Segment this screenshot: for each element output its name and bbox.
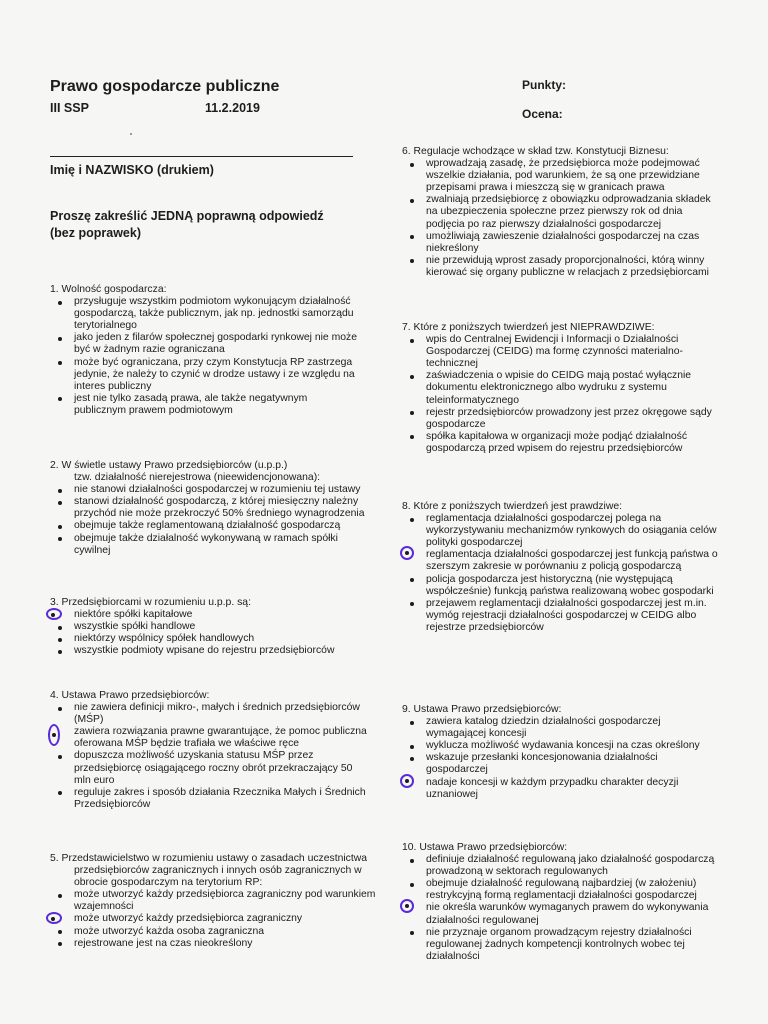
answer-option[interactable]: definiuje działalność regulowaną jako działalność gospodarczą prowadzoną w sektorach regulowanych [402, 854, 720, 878]
answer-text: nadaje koncesji w każdym przypadku charakter decyzji uznaniowej [426, 776, 679, 800]
instruction-line-2: (bez poprawek) [50, 226, 141, 240]
answer-option-selected[interactable] [402, 549, 720, 573]
answer-option[interactable]: obejmuje także działalność wykonywaną w ramach spółki cywilnej [50, 533, 368, 557]
question-2 [50, 460, 368, 557]
circled-answer-mark [48, 724, 60, 746]
answer-option[interactable]: wskazuje przesłanki koncesjonowania działalności gospodarczej [402, 752, 720, 776]
answer-option[interactable]: policja gospodarcza jest historyczną (nie występującą współcześnie) funkcją państwa realizowaną wobec gospodarki [402, 574, 720, 598]
answer-option[interactable]: wyklucza możliwość wydawania koncesji na czas określony [402, 740, 720, 752]
exam-date: 11.2.2019 [205, 101, 260, 115]
question-7 [402, 322, 720, 455]
answer-option[interactable]: nie zawiera definicji mikro-, małych i średnich przedsiębiorców (MŚP) [50, 702, 368, 726]
answer-text: może utworzyć każdy przedsiębiorca zagraniczny [74, 913, 303, 925]
answer-option[interactable]: stanowi działalność gospodarczą, z której miesięczny należny przychód nie może przekroczyć 50% średniego wynagrodzenia [50, 496, 368, 520]
answer-option[interactable]: przysługuje wszystkim podmiotom wykonującym działalność gospodarczą, także publicznym, jak np. jednostki samorządu terytorialnego [50, 296, 362, 332]
answer-option[interactable]: niektórzy wspólnicy spółek handlowych [50, 633, 368, 645]
answer-option-selected[interactable] [402, 902, 720, 926]
answer-option[interactable]: przejawem reglamentacji działalności gospodarczej jest m.in. wymóg rejestracji działalności gospodarczej w CEIDG albo rejestrze przedsiębiorców [402, 598, 720, 634]
question-title: 1. Wolność gospodarcza: [50, 284, 167, 295]
answer-option[interactable]: umożliwiają zawieszenie działalności gospodarczej na czas niekreślony [402, 231, 720, 255]
answer-option[interactable]: może być ograniczana, przy czym Konstytucja RP zastrzega jedynie, że należy to czynić w drodze ustawy i ze względu na interes publiczny [50, 357, 362, 393]
answer-option[interactable]: zwalniają przedsiębiorcę z obowiązku odprowadzania składek na ubezpieczenia społeczne przez pierwszy rok od dnia podjęcia po raz pierwszy działalności gospodarczej [402, 194, 720, 230]
speck [130, 133, 132, 135]
answer-option[interactable]: reguluje zakres i sposób działania Rzecznika Małych i Średnich Przedsiębiorców [50, 787, 368, 811]
circled-answer-mark [46, 608, 62, 620]
question-title: 7. Które z poniższych twierdzeń jest NIEPRAWDZIWE: [402, 322, 655, 333]
answer-text: zawiera rozwiązania prawne gwarantujące, że pomoc publiczna oferowana MŚP będzie trafiała we właściwe ręce [74, 726, 367, 750]
answer-option-selected[interactable] [50, 726, 368, 750]
question-title: 4. Ustawa Prawo przedsiębiorców: [50, 690, 210, 701]
answer-option[interactable]: rejestrowane jest na czas nieokreślony [50, 938, 380, 950]
question-9 [402, 704, 720, 801]
answer-option[interactable]: nie stanowi działalności gospodarczej w rozumieniu tej ustawy [50, 484, 368, 496]
question-title-cont: przedsiębiorców zagranicznych i innych osób zagranicznych w obrocie gospodarczym na terytorium RP: [74, 865, 362, 889]
question-1 [50, 284, 362, 417]
question-title: 5. Przedstawicielstwo w rozumieniu ustawy o zasadach uczestnictwa [50, 853, 368, 864]
answer-option[interactable]: wszystkie podmioty wpisane do rejestru przedsiębiorców [50, 645, 368, 657]
answer-option[interactable]: obejmuje także reglamentowaną działalność gospodarczą [50, 520, 368, 532]
answer-option[interactable]: zaświadczenia o wpisie do CEIDG mają postać wyłącznie dokumentu elektronicznego albo wydruku z systemu teleinformatycznego [402, 370, 720, 406]
points-label: Punkty: [522, 78, 567, 92]
answer-option[interactable]: nie przyznaje organom prowadzącym rejestry działalności regulowanej żadnych kompetencji kontrolnych wobec tej działalności [402, 927, 720, 963]
answer-option[interactable]: wprowadzają zasadę, że przedsiębiorca może podejmować wszelkie działania, pod warunkiem, że są one przewidziane przepisami prawa i mieszczą się w granicach prawa [402, 158, 720, 194]
question-10 [402, 842, 720, 963]
answer-option-selected[interactable] [50, 609, 368, 621]
group-label: III SSP [50, 101, 89, 115]
circled-answer-mark [400, 546, 414, 560]
circled-answer-mark [400, 774, 414, 788]
question-title-cont: tzw. działalność nierejestrowa (nieewidencjonowana): [74, 472, 321, 484]
answer-option[interactable]: wpis do Centralnej Ewidencji i Informacji o Działalności Gospodarczej (CEIDG) ma formę czynności materialno-technicznej [402, 334, 720, 370]
question-title: 2. W świetle ustawy Prawo przedsiębiorców (u.p.p.) [50, 460, 288, 471]
question-title: 8. Które z poniższych twierdzeń jest prawdziwe: [402, 501, 623, 512]
answer-option[interactable]: rejestr przedsiębiorców prowadzony jest przez okręgowe sądy gospodarcze [402, 407, 720, 431]
question-title: 3. Przedsiębiorcami w rozumieniu u.p.p. są: [50, 597, 251, 608]
question-5 [50, 853, 380, 950]
answer-option[interactable]: spółka kapitałowa w organizacji może podjąć działalność gospodarczą przed wpisem do rejestru przedsiębiorców [402, 431, 720, 455]
answer-text: niektóre spółki kapitałowe [74, 609, 193, 621]
answer-option[interactable]: może utworzyć każdy przedsiębiorca zagraniczny pod warunkiem wzajemności [50, 889, 380, 913]
question-title: 6. Regulacje wchodzące w skład tzw. Konstytucji Biznesu: [402, 146, 669, 157]
answer-option[interactable]: zawiera katalog dziedzin działalności gospodarczej wymagającej koncesji [402, 716, 720, 740]
circled-answer-mark [400, 899, 414, 913]
answer-option[interactable]: reglamentacja działalności gospodarczej polega na wykorzystywaniu mechanizmów rynkowych do osiągania celów polityki gospodarczej [402, 513, 720, 549]
name-label: Imię i NAZWISKO (drukiem) [50, 163, 214, 177]
name-line [50, 156, 353, 157]
answer-option[interactable]: jako jeden z filarów społecznej gospodarki rynkowej nie może być w żadnym razie ograniczana [50, 332, 362, 356]
question-title: 10. Ustawa Prawo przedsiębiorców: [402, 842, 568, 853]
question-title: 9. Ustawa Prawo przedsiębiorców: [402, 704, 562, 715]
answer-option[interactable]: nie przewidują wprost zasady proporcjonalności, którą winny kierować się organy publiczne w relacjach z przedsiębiorcami [402, 255, 720, 279]
answer-option[interactable]: wszystkie spółki handlowe [50, 621, 368, 633]
answer-text: nie określa warunków wymaganych prawem do wykonywania działalności regulowanej [426, 902, 709, 926]
instruction-line-1: Proszę zakreślić JEDNĄ poprawną odpowiedź [50, 209, 324, 223]
answer-option[interactable]: obejmuje działalność regulowaną najbardziej (w założeniu) restrykcyjną formą reglamentacji działalności gospodarczej [402, 878, 720, 902]
circled-answer-mark [46, 912, 62, 924]
exam-title: Prawo gospodarcze publiczne [50, 78, 280, 95]
question-8 [402, 501, 720, 634]
question-6 [402, 146, 720, 279]
question-3 [50, 597, 368, 657]
answer-option[interactable]: dopuszcza możliwość uzyskania statusu MŚP przez przedsiębiorcę osiągającego roczny obrót przekraczający 50 mln euro [50, 750, 368, 786]
instructions [50, 208, 370, 242]
answer-option[interactable]: może utworzyć każda osoba zagraniczna [50, 926, 380, 938]
grade-label: Ocena: [522, 107, 563, 121]
answer-option-selected[interactable] [402, 777, 720, 801]
answer-option[interactable]: jest nie tylko zasadą prawa, ale także negatywnym publicznym prawem podmiotowym [50, 393, 362, 417]
answer-text: reglamentacja działalności gospodarczej jest funkcją państwa o szerszym zakresie w porównaniu z policją gospodarczą [426, 549, 718, 573]
question-4 [50, 690, 368, 811]
answer-option-selected[interactable] [50, 913, 380, 925]
